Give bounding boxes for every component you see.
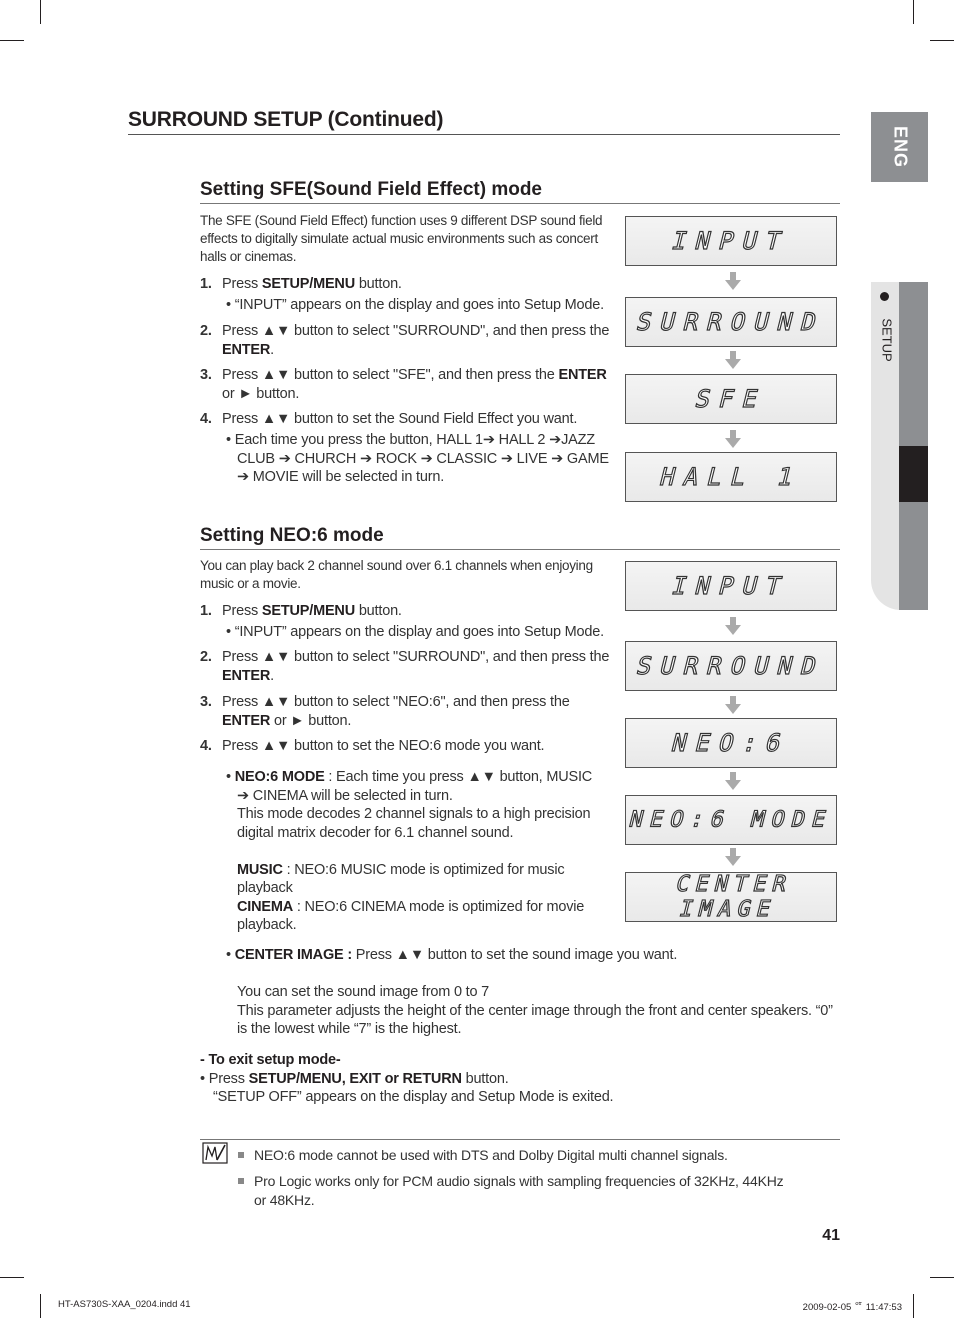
notes-divider — [200, 1139, 840, 1140]
page-number: 41 — [822, 1227, 840, 1244]
neo-step-4: 4. Press ▲▼ button to set the NEO:6 mode you want. — [200, 738, 545, 754]
neo-step-2: 2. Press ▲▼ button to select "SURROUND", and then press the ENTER. — [200, 649, 610, 684]
down-arrow-icon — [724, 272, 742, 290]
neo-display-surround: SURROUND — [625, 641, 837, 691]
neo-display-neo6: NEO:6 — [625, 718, 837, 768]
down-arrow-icon — [724, 617, 742, 635]
neo-step-1: 1. Press SETUP/MENU button. — [200, 603, 402, 619]
sfe-step-1-bullet: • “INPUT” appears on the display and goes into Setup Mode. — [226, 297, 604, 313]
sfe-display-hall: HALL 1 — [625, 452, 837, 502]
down-arrow-icon — [724, 696, 742, 714]
neo-mode-bullet: • NEO:6 MODE : Each time you press ▲▼ button, MUSIC ➔ CINEMA will be selected in turn. This mode decodes 2 channel signals to a high precision digital matrix decoder for 6.1 channel sound. MUSIC : NEO:6 MUSIC mode is optimized for music playback CINEMA : NEO:6 CINEMA mode is optimized for movie playback. — [226, 769, 593, 933]
sfe-intro: The SFE (Sound Field Effect) function uses 9 different DSP sound field effects to digitally simulate actual music environments such as concert halls or cinemas. — [200, 213, 603, 264]
sfe-step-4: 4. Press ▲▼ button to set the Sound Field Effect you want. — [200, 411, 578, 427]
sfe-section-title: Setting SFE(Sound Field Effect) mode — [200, 179, 840, 204]
down-arrow-icon — [724, 430, 742, 448]
note-item: Pro Logic works only for PCM audio signals with sampling frequencies of 32KHz, 44KHz or 48KHz. — [238, 1172, 798, 1212]
sfe-display-sfe: SFE — [625, 374, 837, 424]
footer-timestamp: 2009-02-05 ᄋᄒ 11:47:53 — [802, 1302, 902, 1313]
sfe-step-4-bullet: • Each time you press the button, HALL 1➔ HALL 2 ➔JAZZ CLUB ➔ CHURCH ➔ ROCK ➔ CLASSIC ➔ LIVE ➔ GAME ➔ MOVIE will be selected in turn. — [226, 432, 609, 485]
sfe-display-input: INPUT — [625, 216, 837, 266]
center-image-bullet: • CENTER IMAGE : Press ▲▼ button to set the sound image you want. You can set the sound image from 0 to 7 This parameter adjusts the height of the center image through the front and center speakers. “0” is the lowest while “7” is the highest. — [226, 947, 833, 1037]
down-arrow-icon — [724, 772, 742, 790]
section-tab-label: SETUP — [869, 292, 905, 372]
neo-step-3: 3. Press ▲▼ button to select "NEO:6", and then press the ENTER or ► button. — [200, 694, 570, 729]
down-arrow-icon — [724, 848, 742, 866]
neo-display-neo6-mode: NEO:6 MODE — [625, 795, 837, 845]
note-icon — [202, 1142, 228, 1164]
section-tab-marker — [899, 446, 928, 502]
neo-section-title: Setting NEO:6 mode — [200, 525, 840, 550]
exit-setup-block: - To exit setup mode- • Press SETUP/MENU, EXIT or RETURN button. “SETUP OFF” appears on the display and Setup Mode is exited. — [200, 1052, 614, 1105]
neo-step-1-bullet: • “INPUT” appears on the display and goes into Setup Mode. — [226, 624, 604, 640]
language-tab-label: ENG — [890, 125, 910, 169]
neo-intro: You can play back 2 channel sound over 6.1 channels when enjoying music or a movie. — [200, 558, 593, 591]
neo-display-input: INPUT — [625, 561, 837, 611]
footer-file: HT-AS730S-XAA_0204.indd 41 — [58, 1299, 191, 1310]
bullet-dot-icon — [880, 292, 889, 301]
sfe-step-1: 1. Press SETUP/MENU button. — [200, 276, 402, 292]
sfe-step-3: 3. Press ▲▼ button to select "SFE", and then press the ENTER or ► button. — [200, 367, 607, 402]
language-tab — [871, 112, 928, 182]
sfe-step-2: 2. Press ▲▼ button to select "SURROUND", and then press the ENTER. — [200, 323, 610, 358]
down-arrow-icon — [724, 351, 742, 369]
neo-display-center-image: CENTER IMAGE — [625, 872, 837, 922]
note-item: NEO:6 mode cannot be used with DTS and Dolby Digital multi channel signals. — [238, 1146, 818, 1166]
sfe-display-surround: SURROUND — [625, 297, 837, 347]
page-title: SURROUND SETUP (Continued) — [128, 108, 840, 135]
